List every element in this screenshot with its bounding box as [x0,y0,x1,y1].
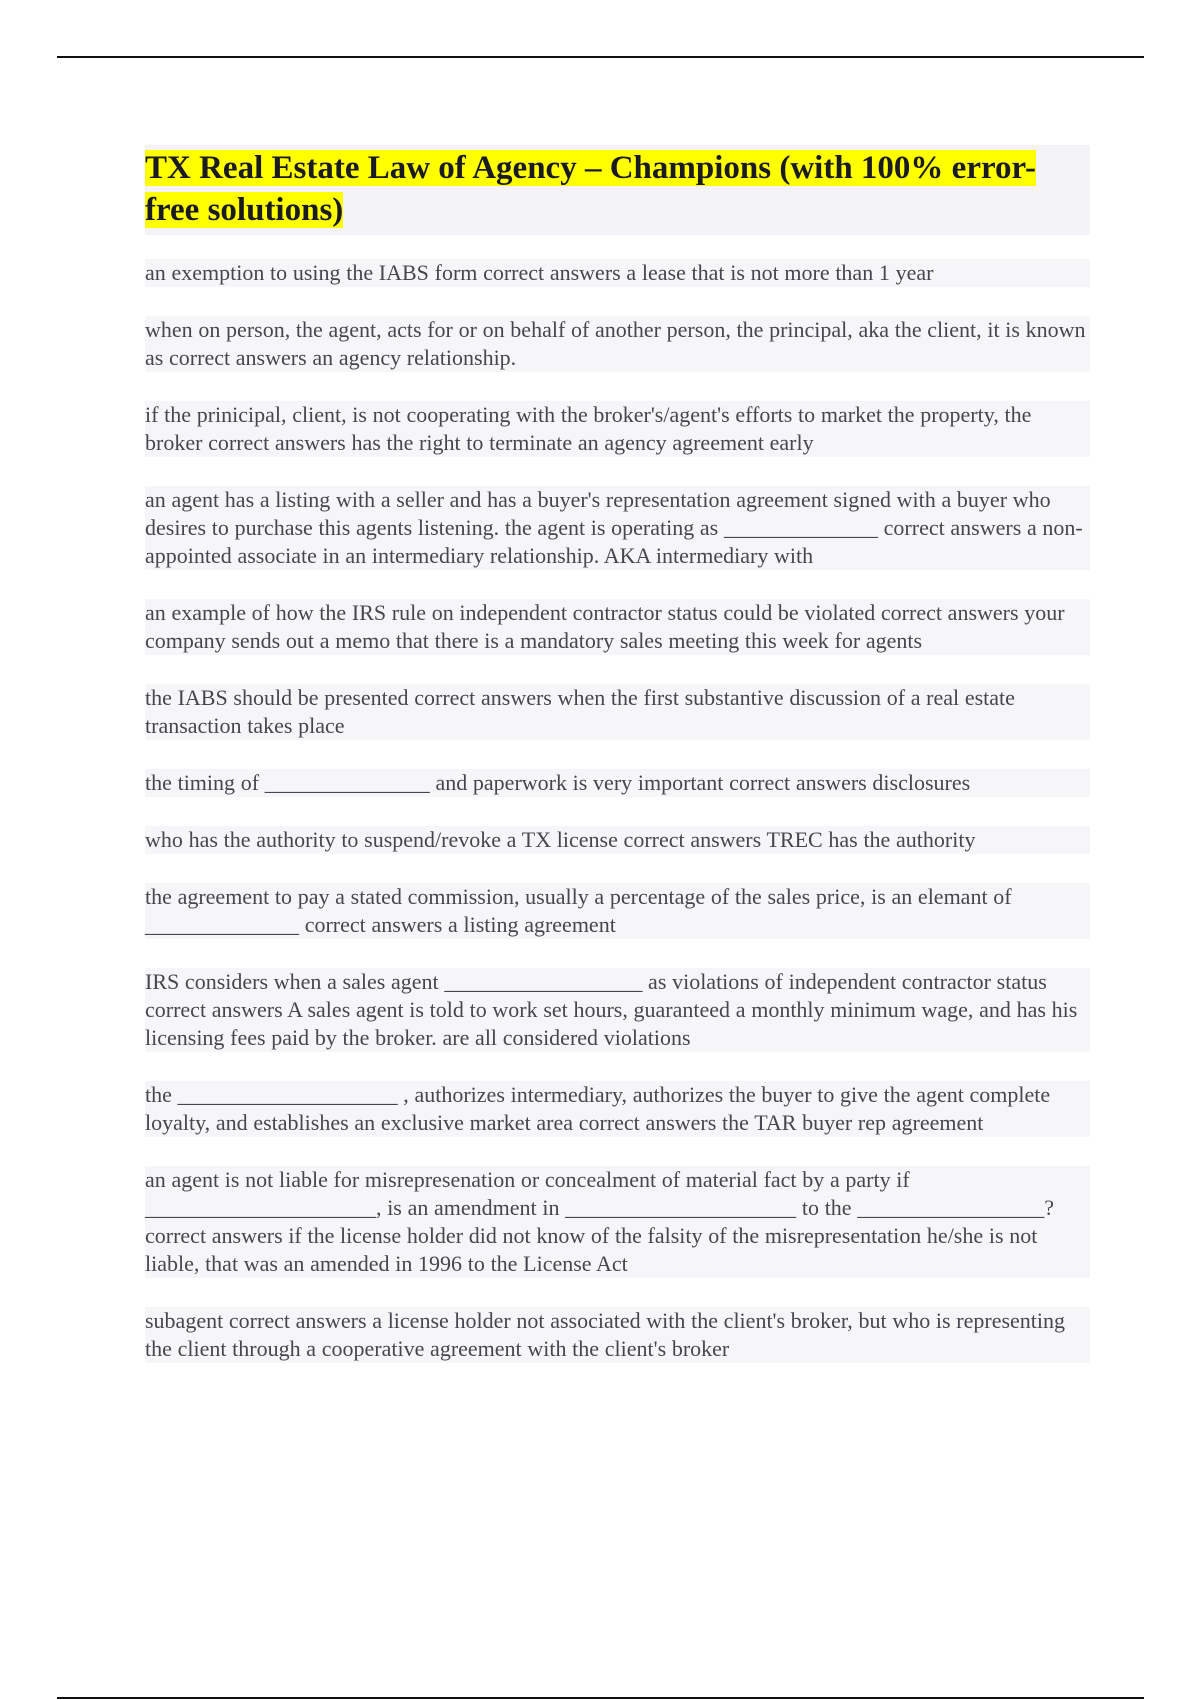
qa-item: who has the authority to suspend/revoke a TX license correct answers TREC has the authority [145,826,1090,854]
title-highlight: TX Real Estate Law of Agency – Champions (with 100% error-free solutions) [145,150,1036,228]
qa-item: the timing of _______________ and paperwork is very important correct answers disclosures [145,769,1090,797]
qa-item: IRS considers when a sales agent __________________ as violations of independent contractor status correct answers A sales agent is told to work set hours, guaranteed a monthly minimum wage, and has his licensing fees paid by the broker. are all considered violations [145,968,1090,1052]
bottom-rule [57,1697,1144,1699]
title-block [145,145,1090,235]
top-rule [57,56,1144,58]
qa-item: an agent has a listing with a seller and has a buyer's representation agreement signed with a buyer who desires to purchase this agents listening. the agent is operating as ______________ correct answers a non-appointed associate in an intermediary relationship. AKA intermediary with [145,486,1090,570]
qa-item: the ____________________ , authorizes intermediary, authorizes the buyer to give the agent complete loyalty, and establishes an exclusive market area correct answers the TAR buyer rep agreement [145,1081,1090,1137]
qa-item: the agreement to pay a stated commission, usually a percentage of the sales price, is an elemant of ______________ correct answers a listing agreement [145,883,1090,939]
document-title [145,147,1090,231]
document-body [145,145,1090,1392]
qa-item: subagent correct answers a license holder not associated with the client's broker, but who is representing the client through a cooperative agreement with the client's broker [145,1307,1090,1363]
qa-item: the IABS should be presented correct answers when the first substantive discussion of a real estate transaction takes place [145,684,1090,740]
qa-item: an agent is not liable for misrepresenation or concealment of material fact by a party if _____________________, is an amendment in _____________________ to the _________________? correct answers if the license holder did not know of the falsity of the misrepresentation he/she is not liable, that was an amended in 1996 to the License Act [145,1166,1090,1278]
qa-item: if the prinicipal, client, is not cooperating with the broker's/agent's efforts to market the property, the broker correct answers has the right to terminate an agency agreement early [145,401,1090,457]
qa-item: when on person, the agent, acts for or on behalf of another person, the principal, aka the client, it is known as correct answers an agency relationship. [145,316,1090,372]
qa-item: an example of how the IRS rule on independent contractor status could be violated correct answers your company sends out a memo that there is a mandatory sales meeting this week for agents [145,599,1090,655]
qa-item: an exemption to using the IABS form correct answers a lease that is not more than 1 year [145,259,1090,287]
